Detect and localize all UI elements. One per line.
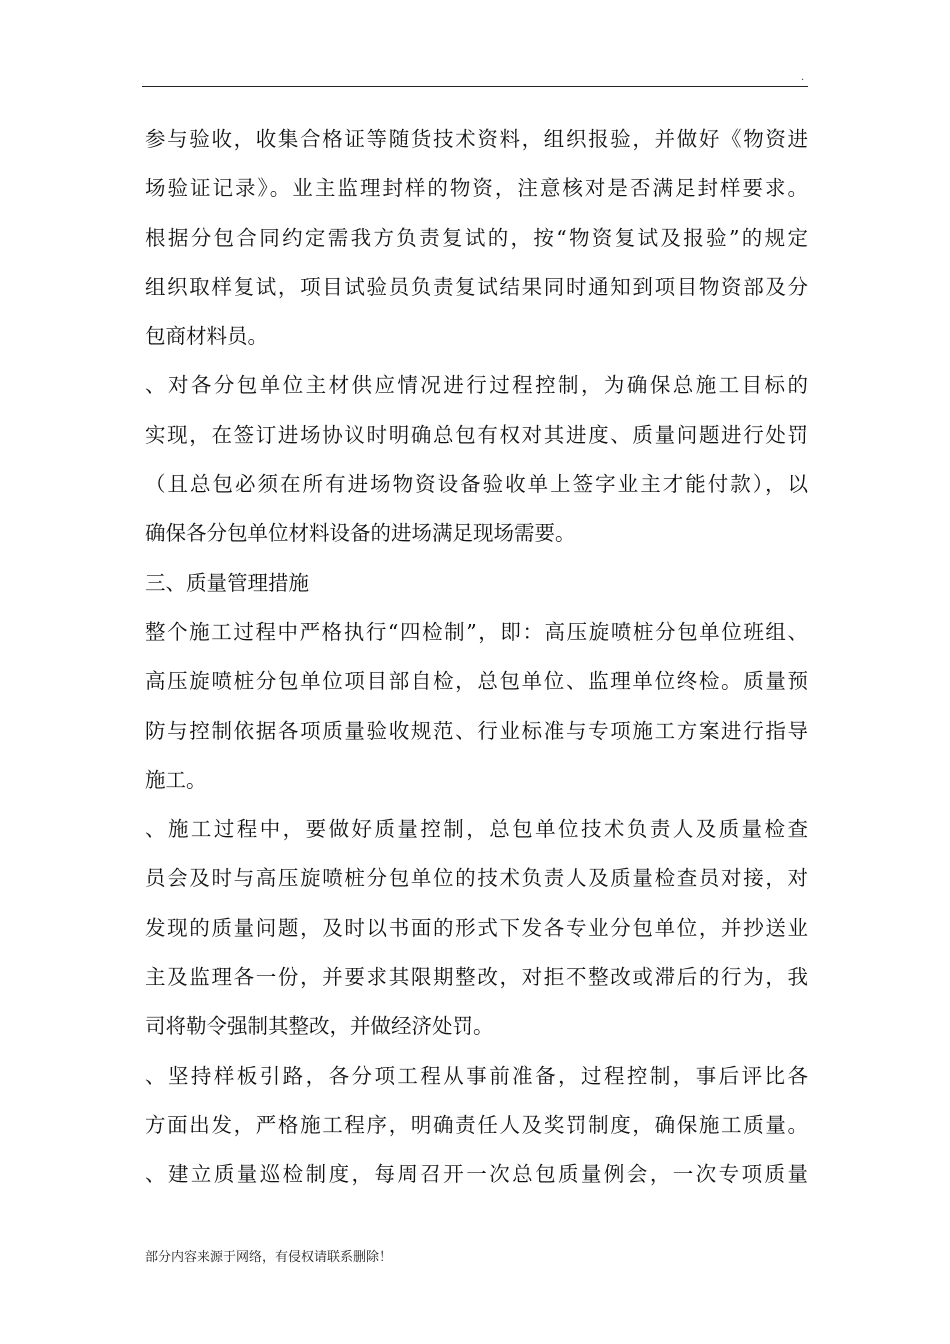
text-line: 司将勒令强制其整改，并做经济处罚。: [145, 1014, 494, 1039]
text-line: 发现的质量问题，及时以书面的形式下发各专业分包单位，并抄送业: [145, 915, 808, 940]
footer-note: 部分内容来源于网络，有侵权请联系删除！: [145, 1250, 393, 1265]
text-line: 整个施工过程中严格执行“四检制”，即：高压旋喷桩分包单位班组、: [145, 619, 808, 644]
document-body: [145, 115, 808, 1200]
header-rule: [142, 86, 808, 87]
text-line: 确保各分包单位材料设备的进场满足现场需要。: [145, 521, 576, 546]
text-line: 组织取样复试，项目试验员负责复试结果同时通知到项目物资部及分: [145, 274, 808, 299]
text-line: 根据分包合同约定需我方负责复试的，按“物资复试及报验”的规定: [145, 225, 808, 250]
text-line: 实现，在签订进场协议时明确总包有权对其进度、质量问题进行处罚: [145, 422, 808, 447]
text-line: 、施工过程中，要做好质量控制，总包单位技术负责人及质量检查: [145, 817, 808, 842]
text-line: 场验证记录》。业主监理封样的物资，注意核对是否满足封样要求。: [145, 176, 808, 201]
text-line: 参与验收，收集合格证等随货技术资料，组织报验，并做好《物资进: [145, 127, 808, 151]
text-line: 、建立质量巡检制度，每周召开一次总包质量例会，一次专项质量: [145, 1162, 808, 1187]
header-mark: .: [801, 72, 805, 83]
text-line: 主及监理各一份，并要求其限期整改，对拒不整改或滞后的行为，我: [145, 965, 808, 990]
text-line: 施工。: [145, 767, 207, 792]
section-heading: 三、质量管理措施: [145, 570, 309, 595]
text-line: 高压旋喷桩分包单位项目部自检，总包单位、监理单位终检。质量预: [145, 669, 808, 694]
text-line: 方面出发，严格施工程序，明确责任人及奖罚制度，确保施工质量。: [145, 1112, 808, 1137]
text-line: 包商材料员。: [145, 324, 268, 349]
text-line: 、坚持样板引路，各分项工程从事前准备，过程控制，事后评比各: [145, 1063, 808, 1088]
text-line: 员会及时与高压旋喷桩分包单位的技术负责人及质量检查员对接，对: [145, 866, 808, 891]
text-line: （且总包必须在所有进场物资设备验收单上签字业主才能付款），以: [145, 472, 808, 497]
text-line: 、对各分包单位主材供应情况进行过程控制，为确保总施工目标的: [145, 373, 808, 398]
text-line: 防与控制依据各项质量验收规范、行业标准与专项施工方案进行指导: [145, 718, 808, 743]
